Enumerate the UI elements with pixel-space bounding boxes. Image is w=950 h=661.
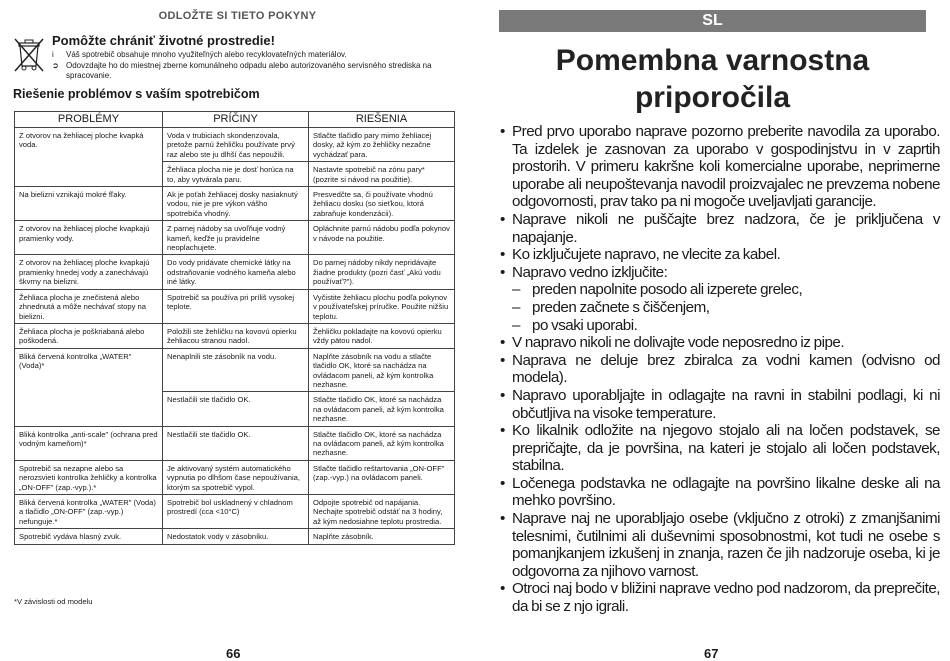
problem-cell: Z otvorov na žehliacej ploche kvapkajú pramienky vody.	[15, 221, 163, 255]
cause-cell: Nenaplnili ste zásobník na vodu.	[163, 348, 309, 392]
info-icon: i	[52, 50, 54, 59]
problem-cell: Bliká červená kontrolka „WATER" (Voda)*	[15, 348, 163, 426]
cause-cell: Spotrebič sa používa pri príliš vysokej teplote.	[163, 289, 309, 323]
crossed-bin-icon	[12, 36, 46, 74]
table-row	[15, 460, 455, 494]
safety-sub-item: – preden napolnite posodo ali izperete grelec,	[500, 281, 940, 299]
problem-cell: Spotrebič vydáva hlasný zvuk.	[15, 529, 163, 544]
table-row	[15, 187, 455, 221]
cause-cell: Nestlačili ste tlačidlo OK.	[163, 392, 309, 426]
safety-bullet: • Napravo vedno izključite:	[500, 264, 940, 282]
problem-cell: Z otvorov na žehliacej ploche kvapkajú pramienky hnedej vody a zanechávajú škvrny na bielizni.	[15, 255, 163, 289]
table-row	[15, 221, 455, 255]
cause-cell: Spotrebič bol uskladnený v chladnom prostredí (cca <10°C)	[163, 495, 309, 529]
language-badge: SL	[499, 10, 926, 32]
solution-cell: Odpojte spotrebič od napájania. Nechajte spotrebič odstáť na 3 hodiny, až kým nedosiahne teplotu prostredia.	[309, 495, 455, 529]
table-row	[15, 128, 455, 162]
problem-cell: Na bielizni vznikajú mokré fľaky.	[15, 187, 163, 221]
solution-cell: Žehličku pokladajte na kovovú opierku vždy pätou nadol.	[309, 323, 455, 348]
cause-cell: Z parnej nádoby sa uvoľňuje vodný kameň, keďže ju pravidelne neoplachujete.	[163, 221, 309, 255]
table-row	[15, 255, 455, 289]
table-row	[15, 495, 455, 529]
problem-cell: Bliká červená kontrolka „WATER" (Voda) a tlačidlo „ON-OFF" (zap.-vyp.) nefunguje.*	[15, 495, 163, 529]
safety-bullet: • V napravo nikoli ne dolivajte vode neposredno iz pipe.	[500, 334, 940, 352]
page-title: Pomembna varnostna priporočila	[555, 44, 870, 114]
cause-cell: Do vody pridávate chemické látky na odstraňovanie vodného kameňa alebo iné látky.	[163, 255, 309, 289]
problem-cell: Z otvorov na žehliacej ploche kvapká voda.	[15, 128, 163, 187]
troubleshooting-table	[14, 111, 455, 545]
table-row	[15, 529, 455, 544]
troubleshooting-title: Riešenie problémov s vaším spotrebičom	[13, 87, 260, 101]
table-row	[15, 323, 455, 348]
cause-cell: Žehliaca plocha nie je dosť horúca na to, aby vytvárala paru.	[163, 162, 309, 187]
safety-sub-item: – po vsaki uporabi.	[500, 317, 940, 335]
page-number: 67	[704, 646, 719, 661]
solution-cell: Stlačte tlačidlo pary mimo žehliacej dosky, až kým zo žehličky nezačne vychádzať para.	[309, 128, 455, 162]
arrow-icon: ➲	[52, 61, 59, 70]
table-row	[15, 426, 455, 460]
column-header: PRÍČINY	[163, 112, 309, 128]
safety-bullet: • Ko izključujete napravo, ne vlecite za kabel.	[500, 246, 940, 264]
column-header: RIEŠENIA	[309, 112, 455, 128]
safety-bullet: • Naprava ne deluje brez zbiralca za vodni kamen (odvisno od modela).	[500, 352, 940, 387]
column-header: PROBLÉMY	[15, 112, 163, 128]
safety-bullet: • Naprave naj ne uporabljajo osebe (vključno z otroki) z zmanjšanimi telesnimi, čutilnimi ali duševnimi sposobnostmi, kot tudi ne osebe s pomanjkanjem izkušenj in znanja, razen če jih nadzoruje oseba, ki je odgovorna za njihovo varnost.	[500, 510, 940, 580]
solution-cell: Nastavte spotrebič na zónu pary* (pozrite si návod na použitie).	[309, 162, 455, 187]
cause-cell: Voda v trubiciach skondenzovala, pretože parnú žehličku používate prvý raz alebo ste ju dlhší čas nepoužili.	[163, 128, 309, 162]
solution-cell: Stlačte tlačidlo OK, ktoré sa nachádza na ovládacom paneli, až kým kontrolka nezhasne.	[309, 426, 455, 460]
problem-cell: Žehliaca plocha je poškriabaná alebo poškodená.	[15, 323, 163, 348]
solution-cell: Vyčistite žehliacu plochu podľa pokynov v používateľskej príručke. Použite nižšiu teplotu.	[309, 289, 455, 323]
solution-cell: Opláchnite parnú nádobu podľa pokynov v návode na použitie.	[309, 221, 455, 255]
footnote: *V závislosti od modelu	[14, 597, 93, 606]
cause-cell: Nestlačili ste tlačidlo OK.	[163, 426, 309, 460]
table-row	[15, 348, 455, 392]
solution-cell: Naplňte zásobník na vodu a stlačte tlačidlo OK, ktoré sa nachádza na ovládacom paneli, až kým kontrolka nezhasne.	[309, 348, 455, 392]
solution-cell: Do parnej nádoby nikdy nepridávajte žiadne produkty (pozri časť „Akú vodu používať?").	[309, 255, 455, 289]
solution-cell: Naplňte zásobník.	[309, 529, 455, 544]
table-row	[15, 289, 455, 323]
problem-cell: Spotrebič sa nezapne alebo sa nerozsvieti kontrolka žehličky a kontrolka „ON-OFF" (zap.-vyp.).*	[15, 460, 163, 494]
safety-bullet: • Pred prvo uporabo naprave pozorno preberite navodila za uporabo. Ta izdelek je zasnovan za uporabo v gospodinjstvu in v zaprtih prostorih. V primeru kakršne koli komercialne uporabe, neprimerne uporabe ali neupoštevanja navodil proizvajalec ne prevzema nobene odgovornosti, prav tako pa ni mogoče uveljavljati garancije.	[500, 123, 940, 211]
right-page	[475, 0, 950, 661]
page-number: 66	[226, 646, 241, 661]
solution-cell: Stlačte tlačidlo OK, ktoré sa nachádza na ovládacom paneli, až kým kontrolka nezhasne.	[309, 392, 455, 426]
safety-sub-item: – preden začnete s čiščenjem,	[500, 299, 940, 317]
environment-line-1: i Váš spotrebič obsahuje mnoho využiteľných alebo recyklovateľných materiálov.	[52, 50, 347, 59]
safety-bullet: • Naprave nikoli ne puščajte brez nadzora, če je priključena v napajanje.	[500, 211, 940, 246]
problem-cell: Bliká kontrolka „anti-scale" (ochrana pred vodným kameňom)*	[15, 426, 163, 460]
environment-line-2: ➲ Odovzdajte ho do miestnej zberne komunálneho odpadu alebo autorizovaného servisného strediska na spracovanie.	[52, 61, 432, 80]
problem-cell: Žehliaca plocha je znečistená alebo zhnednutá a môže nechávať stopy na bielizni.	[15, 289, 163, 323]
safety-bullet-list	[500, 123, 940, 616]
page-header: ODLOŽTE SI TIETO POKYNY	[158, 10, 317, 22]
safety-bullet: • Ločenega podstavka ne odlagajte na površino likalne deske ali na mehko površino.	[500, 475, 940, 510]
cause-cell: Ak je poťah žehliacej dosky nasiaknutý vodou, nie je pre výkon vášho spotrebiča vhodný.	[163, 187, 309, 221]
cause-cell: Nedostatok vody v zásobníku.	[163, 529, 309, 544]
solution-cell: Stlačte tlačidlo reštartovania „ON-OFF" (zap.-vyp.) na ovládacom paneli.	[309, 460, 455, 494]
safety-bullet: • Otroci naj bodo v bližini naprave vedno pod nadzorom, da preprečite, da bi se z njo igrali.	[500, 580, 940, 615]
cause-cell: Položili ste žehličku na kovovú opierku žehliacou stranou nadol.	[163, 323, 309, 348]
safety-bullet: • Ko likalnik odložite na njegovo stojalo ali na ločen podstavek, se prepričajte, da je površina, na kateri je stojalo ali ločen podstavek, stabilna.	[500, 422, 940, 475]
solution-cell: Presvedčte sa, či používate vhodnú žehliacu dosku (so sieťkou, ktorá zabraňuje kondenzácii).	[309, 187, 455, 221]
safety-bullet: • Napravo uporabljajte in odlagajte na ravni in stabilni podlagi, ki ni občutljiva na visoke temperature.	[500, 387, 940, 422]
cause-cell: Je aktivovaný systém automatického vypnutia po dlhšom čase nepoužívania, ktorým sa spotrebič vypol.	[163, 460, 309, 494]
environment-title: Pomôžte chrániť životné prostredie!	[52, 33, 275, 48]
